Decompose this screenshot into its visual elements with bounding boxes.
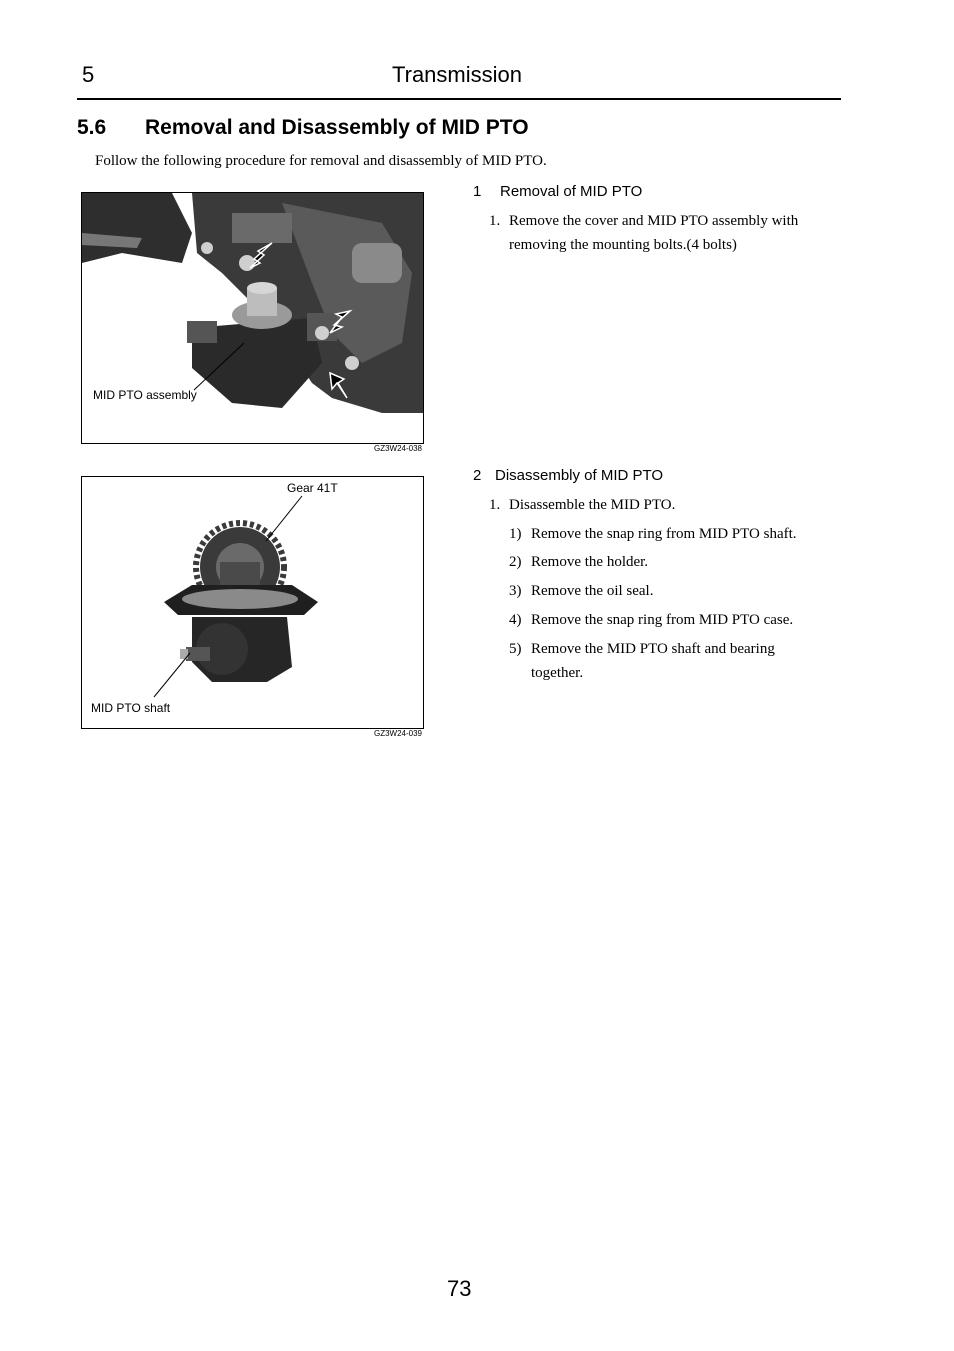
list-item-text: Disassemble the MID PTO. [509, 497, 676, 513]
step-number: 2 [473, 467, 482, 484]
sub-item-text: Remove the MID PTO shaft and bearing together. [531, 641, 775, 681]
section-intro: Follow the following procedure for removal and disassembly of MID PTO. [95, 153, 547, 169]
sub-item-text: Remove the holder. [531, 554, 649, 570]
step-number: 1 [473, 183, 482, 200]
section-title: Removal and Disassembly of MID PTO [145, 116, 529, 139]
step-title: Disassembly of MID PTO [495, 467, 664, 484]
chapter-number: 5 [82, 62, 95, 87]
callout-mid-pto-assembly: MID PTO assembly [93, 388, 197, 402]
header-rule [77, 98, 841, 100]
mid-pto-parts-photo [82, 477, 423, 728]
sub-item-text: Remove the snap ring from MID PTO case. [531, 612, 794, 628]
sub-item-number: 1) [509, 526, 522, 542]
list-item-number: 1. [489, 213, 501, 229]
callout-gear-41t: Gear 41T [287, 481, 338, 495]
list-item [489, 493, 829, 517]
callout-mid-pto-shaft: MID PTO shaft [91, 701, 171, 715]
sub-item-number: 4) [509, 612, 522, 628]
page-number: 73 [447, 1276, 472, 1301]
figure-mid-pto-disassembly [81, 476, 424, 729]
section-number: 5.6 [77, 116, 107, 139]
list-item-text: Remove the cover and MID PTO assembly with removing the mounting bolts.(4 bolts) [509, 213, 799, 253]
figure-code: GZ3W24-038 [373, 444, 422, 453]
chapter-title: Transmission [392, 62, 522, 87]
step-title: Removal of MID PTO [500, 183, 643, 200]
sub-item-text: Remove the oil seal. [531, 583, 654, 599]
sub-list-item [509, 550, 829, 574]
mid-pto-removal-photo [82, 193, 423, 443]
sub-item-number: 2) [509, 554, 522, 570]
step-heading [473, 183, 642, 200]
sub-list-item [509, 637, 829, 685]
figure-mid-pto-removal [81, 192, 424, 444]
list-item-number: 1. [489, 497, 501, 513]
sub-item-number: 5) [509, 641, 522, 657]
sub-list-item [509, 579, 829, 603]
step-heading [473, 467, 663, 484]
list-item [489, 209, 829, 257]
sub-item-text: Remove the snap ring from MID PTO shaft. [531, 526, 797, 542]
sub-item-number: 3) [509, 583, 522, 599]
figure-code: GZ3W24-039 [373, 729, 422, 738]
sub-list-item [509, 522, 829, 546]
sub-list-item [509, 608, 829, 632]
